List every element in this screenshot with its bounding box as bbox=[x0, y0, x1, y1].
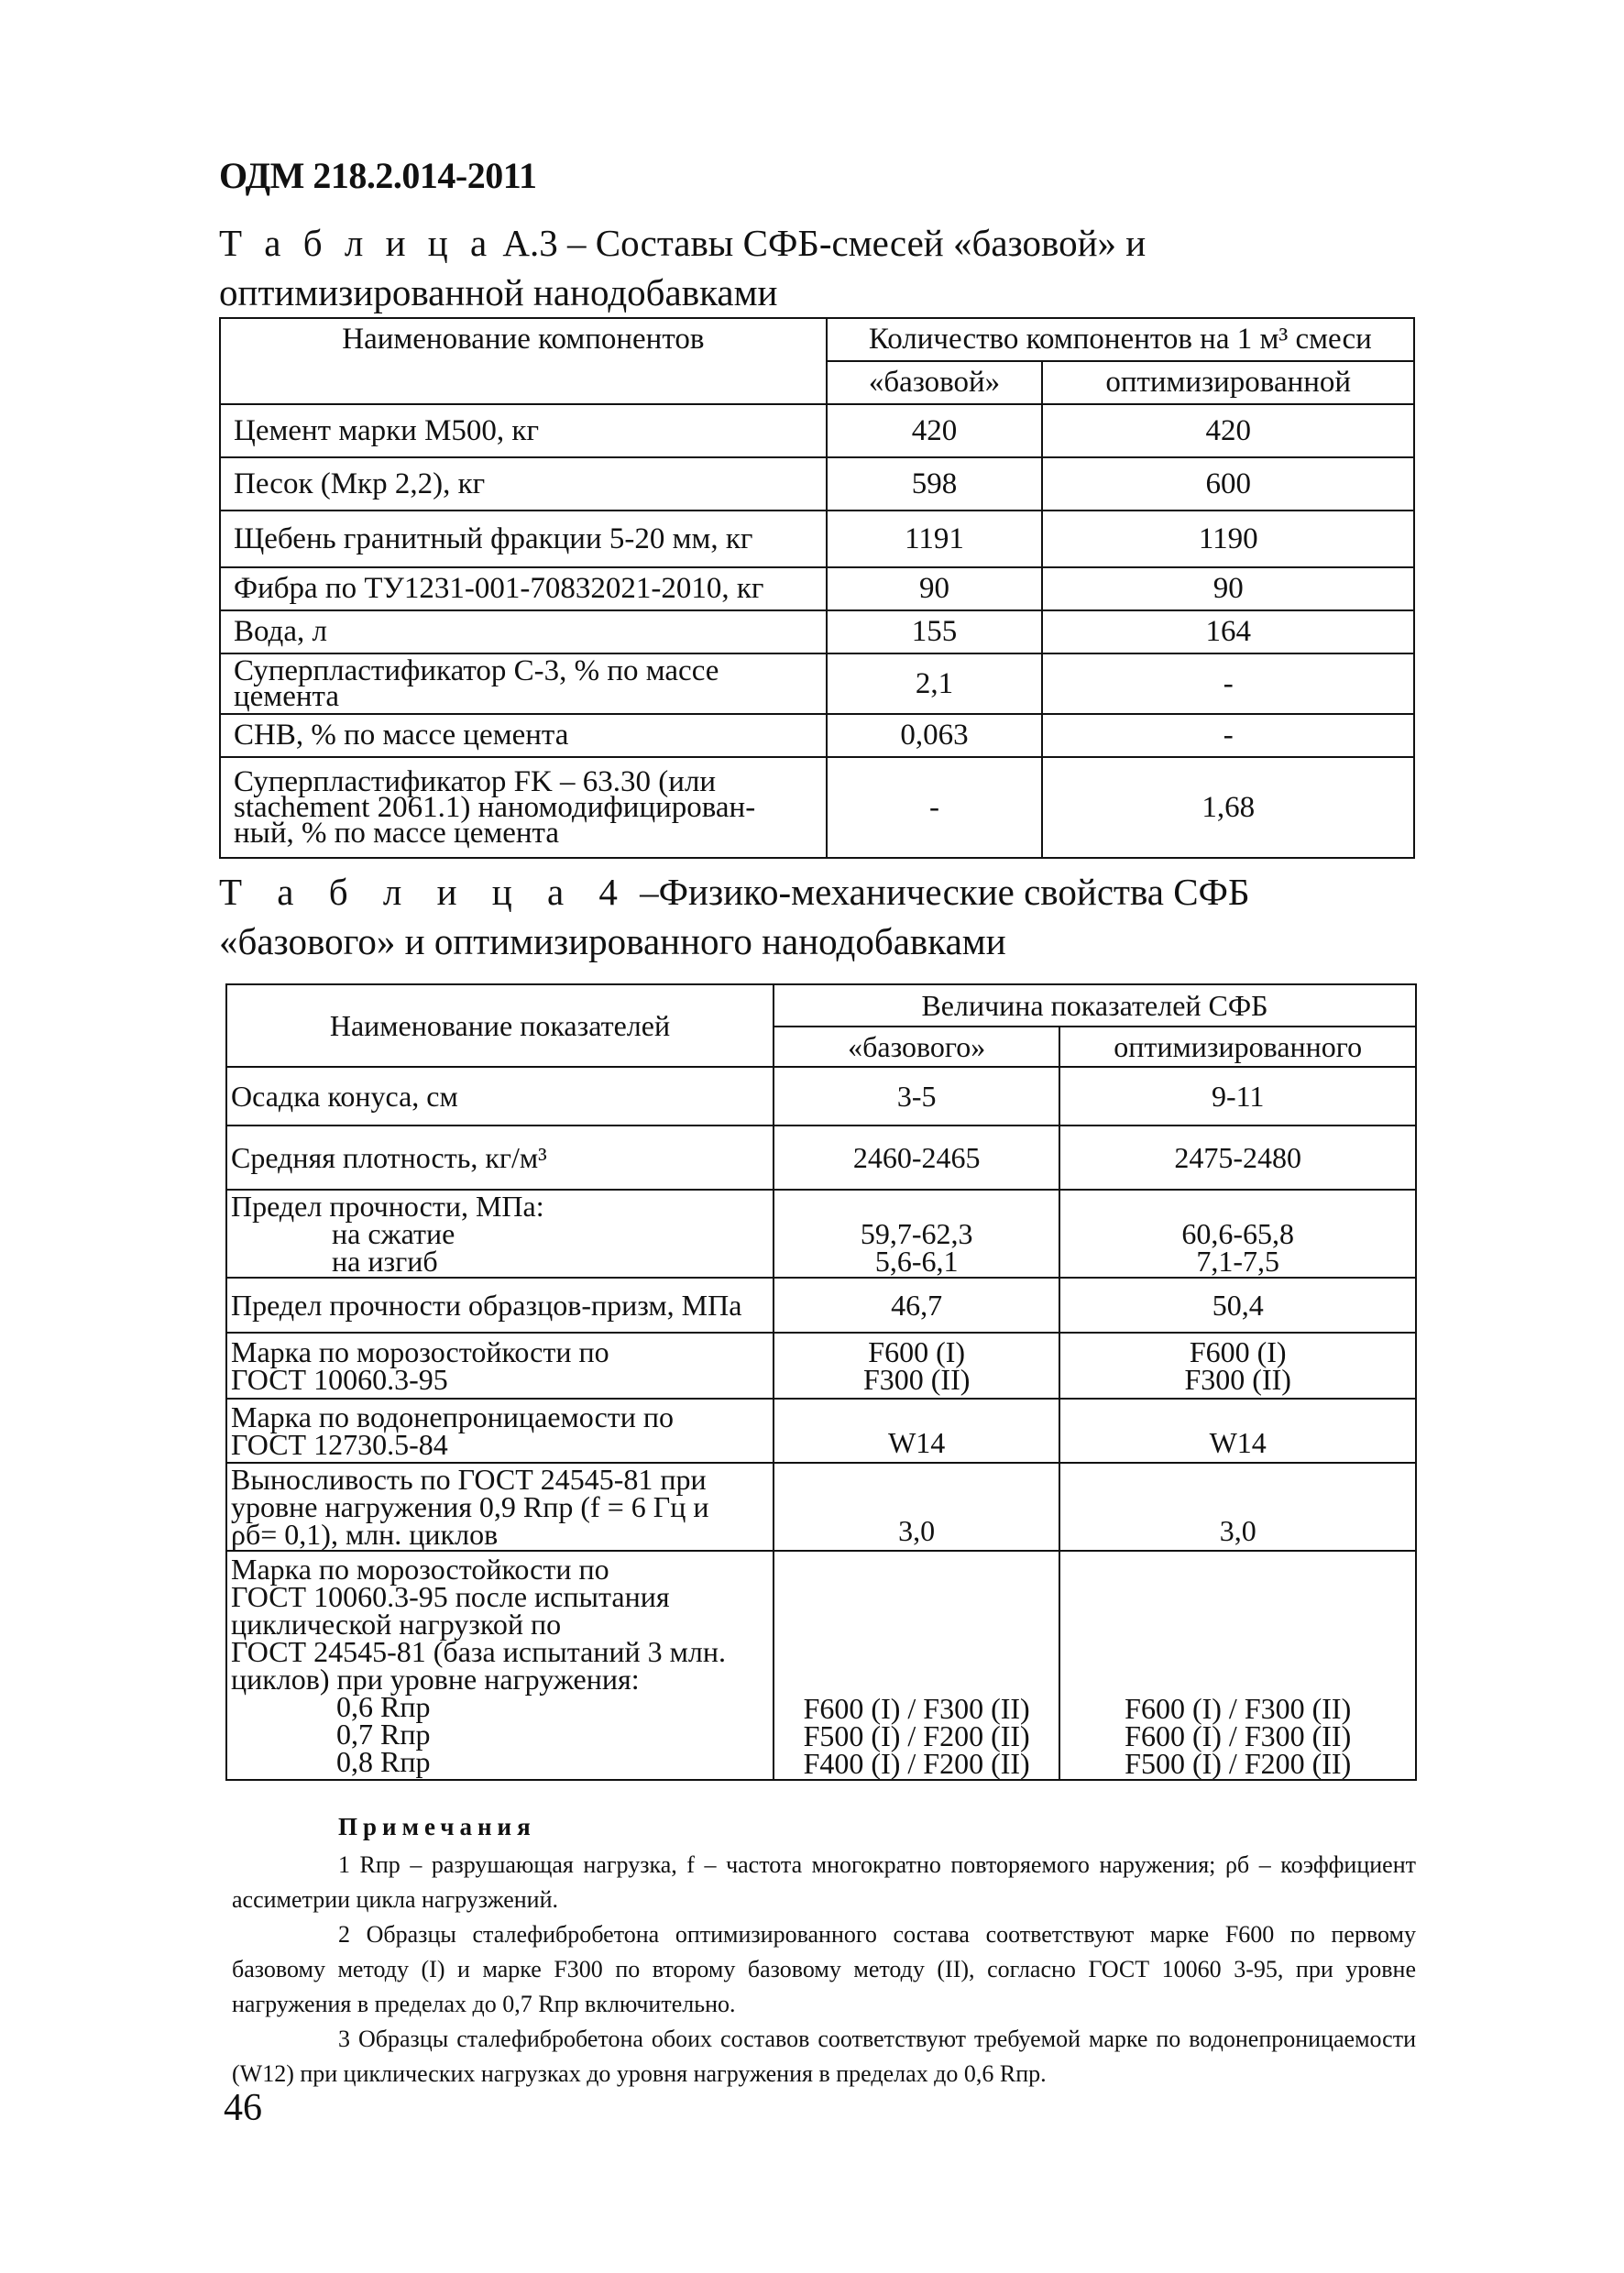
table-cell-name: Щебень гранитный фракции 5-20 мм, кг bbox=[220, 511, 827, 567]
endurance-label-line1: Выносливость по ГОСТ 24545-81 при bbox=[231, 1463, 707, 1496]
table-cell-opt: 1,68 bbox=[1042, 757, 1414, 858]
table-cell-base: 3-5 bbox=[774, 1067, 1059, 1126]
table-cell-base: 155 bbox=[827, 610, 1043, 653]
strength-base-compression: 59,7-62,3 bbox=[860, 1217, 973, 1250]
table-cell-name: Осадка конуса, см bbox=[226, 1067, 774, 1126]
table-4-header-name: Наименование показателей bbox=[226, 984, 774, 1067]
frost-cyclic-base-2: F500 (I) / F200 (II) bbox=[803, 1719, 1030, 1752]
table-row bbox=[220, 610, 1414, 653]
table-row bbox=[220, 757, 1414, 858]
table-cell-opt: 164 bbox=[1042, 610, 1414, 653]
table-row bbox=[220, 714, 1414, 757]
table-row bbox=[226, 1333, 1416, 1399]
table-cell-name: Фибра по ТУ1231-001-70832021-2010, кг bbox=[220, 567, 827, 610]
table-4-caption-text: –Физико-механические свойства СФБ «базового» и оптимизированного нанодобавками bbox=[219, 871, 1250, 962]
document-code: ОДМ 218.2.014-2011 bbox=[219, 155, 537, 196]
frost-cyclic-opt-2: F600 (I) / F300 (II) bbox=[1125, 1719, 1352, 1752]
table-row bbox=[220, 567, 1414, 610]
load-level-1: 0,6 Rпр bbox=[336, 1690, 431, 1723]
frost-cyclic-label-line2: ГОСТ 10060.3-95 после испытания bbox=[231, 1580, 670, 1613]
table-cell-name: Суперпластификатор FK – 63.30 (или stachement 2061.1) наномодифицирован-ный, % по массе цемента bbox=[220, 757, 827, 858]
table-cell-name bbox=[226, 1463, 774, 1551]
frost-label-line1: Марка по морозостойкости по bbox=[231, 1335, 609, 1368]
table-cell-opt: 3,0 bbox=[1059, 1463, 1416, 1551]
table-cell-base: 598 bbox=[827, 457, 1043, 511]
notes-title: Примечания bbox=[338, 1813, 536, 1840]
table-row bbox=[226, 1551, 1416, 1780]
frost-base-2: F300 (II) bbox=[862, 1363, 971, 1396]
table-cell-opt bbox=[1059, 1551, 1416, 1780]
table-cell-name: Песок (Мкр 2,2), кг bbox=[220, 457, 827, 511]
table-cell-name: Суперпластификатор С-3, % по массе цемента bbox=[220, 653, 827, 714]
frost-base-1: F600 (I) bbox=[868, 1335, 966, 1368]
table-cell-base: 0,063 bbox=[827, 714, 1043, 757]
table-cell-base bbox=[774, 1190, 1059, 1278]
table-cell-base: 2460-2465 bbox=[774, 1126, 1059, 1190]
frost-cyclic-label-line5: циклов) при уровне нагружения: bbox=[231, 1663, 640, 1696]
table-cell-name bbox=[226, 1190, 774, 1278]
table-a3-caption-prefix: Т а б л и ц а bbox=[219, 222, 494, 264]
note-1: 1 Rпр – разрушающая нагрузка, f – частота многократно повторяемого наружения; ρб – коэффициент ассиметрии цикла нагрузжений. bbox=[232, 1851, 1416, 1913]
table-cell-opt: - bbox=[1042, 714, 1414, 757]
strength-opt-bending: 7,1-7,5 bbox=[1196, 1245, 1280, 1278]
table-cell-name: Цемент марки М500, кг bbox=[220, 404, 827, 457]
table-a3-header-name: Наименование компонентов bbox=[220, 318, 827, 404]
table-4-header-value: Величина показателей СФБ bbox=[774, 984, 1416, 1027]
table-row bbox=[220, 511, 1414, 567]
table-cell-name: Вода, л bbox=[220, 610, 827, 653]
table-row bbox=[226, 1399, 1416, 1463]
table-row bbox=[220, 404, 1414, 457]
frost-cyclic-label-line3: циклической нагрузкой по bbox=[231, 1608, 562, 1641]
table-4-caption-prefix: Т а б л и ц а 4 bbox=[219, 871, 631, 913]
table-cell-opt: 1190 bbox=[1042, 511, 1414, 567]
water-label-line2: ГОСТ 12730.5-84 bbox=[231, 1428, 448, 1461]
endurance-label-line2: уровне нагружения 0,9 Rпр (f = 6 Гц и bbox=[231, 1490, 709, 1523]
endurance-label-line3: ρб= 0,1), млн. циклов bbox=[231, 1518, 499, 1551]
frost-cyclic-base-1: F600 (I) / F300 (II) bbox=[803, 1692, 1030, 1725]
table-cell-base bbox=[774, 1551, 1059, 1780]
frost-cyclic-opt-3: F500 (I) / F200 (II) bbox=[1125, 1747, 1352, 1780]
table-row bbox=[226, 1463, 1416, 1551]
table-4-caption bbox=[219, 867, 1420, 966]
table-cell-opt: 2475-2480 bbox=[1059, 1126, 1416, 1190]
strength-bending-label: на изгиб bbox=[332, 1245, 438, 1278]
table-row bbox=[220, 653, 1414, 714]
table-cell-base: W14 bbox=[774, 1399, 1059, 1463]
note-2: 2 Образцы сталефибробетона оптимизированного состава соответствуют марке F600 по первому базовому методу (I) и марке F300 по второму базовому методу (II), согласно ГОСТ 10060 3-95, при уровне нагружения в пределах до 0,7 Rпр включительно. bbox=[232, 1921, 1416, 2017]
table-cell-name bbox=[226, 1333, 774, 1399]
table-a3-header-qty: Количество компонентов на 1 м³ смеси bbox=[827, 318, 1414, 361]
frost-opt-2: F300 (II) bbox=[1184, 1363, 1291, 1396]
table-row bbox=[220, 457, 1414, 511]
table-cell-opt: 50,4 bbox=[1059, 1278, 1416, 1333]
strength-compression-label: на сжатие bbox=[332, 1217, 455, 1250]
table-a3-caption-text: А.3 – Составы СФБ-смесей «базовой» и оптимизированной нанодобавками bbox=[219, 222, 1147, 313]
load-level-3: 0,8 Rпр bbox=[336, 1745, 431, 1778]
table-cell-opt bbox=[1059, 1190, 1416, 1278]
table-cell-opt: 600 bbox=[1042, 457, 1414, 511]
table-a3-header-base: «базовой» bbox=[827, 361, 1043, 404]
frost-cyclic-base-3: F400 (I) / F200 (II) bbox=[803, 1747, 1030, 1780]
table-cell-base: 46,7 bbox=[774, 1278, 1059, 1333]
strength-opt-compression: 60,6-65,8 bbox=[1181, 1217, 1295, 1250]
table-cell-base: 420 bbox=[827, 404, 1043, 457]
load-level-2: 0,7 Rпр bbox=[336, 1718, 431, 1751]
table-4 bbox=[225, 983, 1417, 1781]
table-cell-base: 90 bbox=[827, 567, 1043, 610]
frost-cyclic-label-line4: ГОСТ 24545-81 (база испытаний 3 млн. bbox=[231, 1635, 726, 1668]
frost-cyclic-opt-1: F600 (I) / F300 (II) bbox=[1125, 1692, 1352, 1725]
table-cell-opt bbox=[1059, 1333, 1416, 1399]
strength-label: Предел прочности, МПа: bbox=[231, 1190, 544, 1223]
table-cell-base: - bbox=[827, 757, 1043, 858]
table-4-header-base: «базового» bbox=[774, 1027, 1059, 1067]
table-cell-base: 3,0 bbox=[774, 1463, 1059, 1551]
table-cell-base bbox=[774, 1333, 1059, 1399]
notes bbox=[232, 1813, 1416, 2092]
table-row bbox=[226, 1190, 1416, 1278]
table-cell-name bbox=[226, 1399, 774, 1463]
table-cell-name: СНВ, % по массе цемента bbox=[220, 714, 827, 757]
table-a3-header-opt: оптимизированной bbox=[1042, 361, 1414, 404]
note-3: 3 Образцы сталефибробетона обоих составов соответствуют требуемой марке по водонепроницаемости (W12) при циклических нагрузках до уровня нагружения в пределах до 0,6 Rпр. bbox=[232, 2026, 1416, 2087]
table-cell-opt: 90 bbox=[1042, 567, 1414, 610]
table-cell-base: 2,1 bbox=[827, 653, 1043, 714]
table-cell-opt: W14 bbox=[1059, 1399, 1416, 1463]
table-cell-name: Предел прочности образцов-призм, МПа bbox=[226, 1278, 774, 1333]
table-cell-name: Средняя плотность, кг/м³ bbox=[226, 1126, 774, 1190]
table-cell-opt: 9-11 bbox=[1059, 1067, 1416, 1126]
table-cell-opt: - bbox=[1042, 653, 1414, 714]
table-a3-caption bbox=[219, 218, 1410, 317]
table-cell-opt: 420 bbox=[1042, 404, 1414, 457]
table-row bbox=[226, 1067, 1416, 1126]
strength-base-bending: 5,6-6,1 bbox=[874, 1245, 959, 1278]
table-cell-name bbox=[226, 1551, 774, 1780]
table-a3 bbox=[219, 317, 1415, 859]
frost-cyclic-label-line1: Марка по морозостойкости по bbox=[231, 1553, 609, 1586]
frost-opt-1: F600 (I) bbox=[1189, 1335, 1287, 1368]
table-cell-base: 1191 bbox=[827, 511, 1043, 567]
page-number: 46 bbox=[224, 2087, 262, 2129]
water-label-line1: Марка по водонепроницаемости по bbox=[231, 1400, 675, 1433]
table-4-header-opt: оптимизированного bbox=[1059, 1027, 1416, 1067]
frost-label-line2: ГОСТ 10060.3-95 bbox=[231, 1363, 448, 1396]
table-row bbox=[226, 1278, 1416, 1333]
table-row bbox=[226, 1126, 1416, 1190]
